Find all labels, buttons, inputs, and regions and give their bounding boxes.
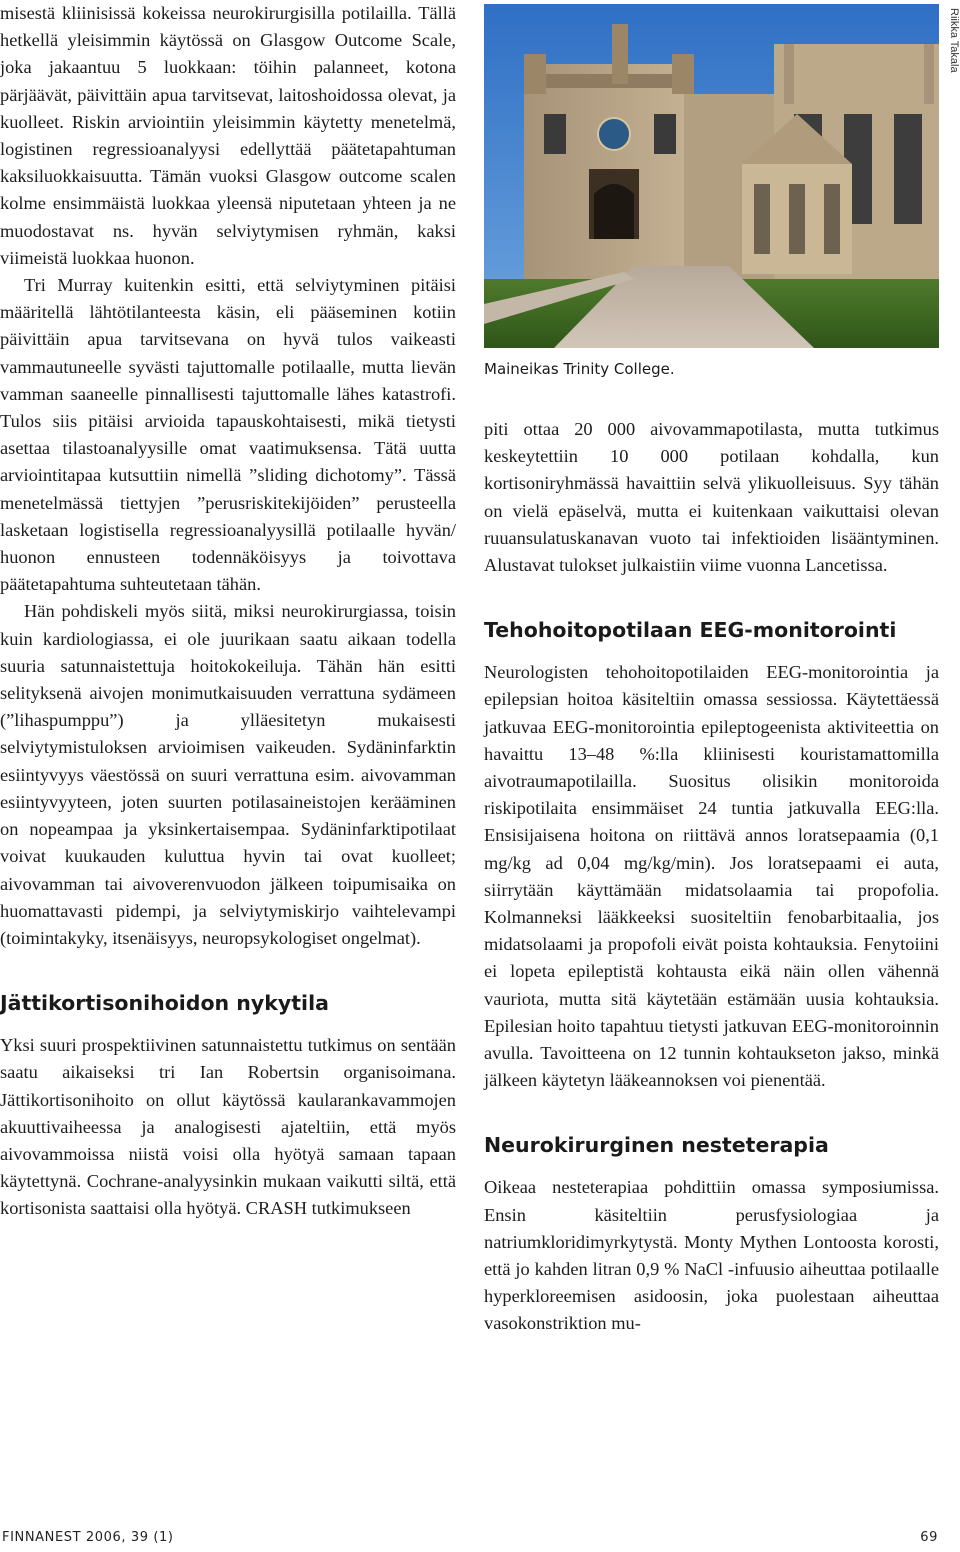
left-column — [0, 0, 456, 1223]
journal-citation: FINNANEST 2006, 39 (1) — [2, 1530, 174, 1545]
body-paragraph: Oikeaa nesteterapiaa pohdittiin omassa symposiumissa. Ensin käsiteltiin perusfysiologiaa ja natriumkloridimyrkytystä. Monty Mythen Lontoosta korosti, että jo kahden litran 0,9 % NaCl -infuusio aiheuttaa potilaalle hyperkloreemisen asidoosin, joka puolestaan aiheuttaa vasokonstriktion mu- — [484, 1177, 939, 1334]
body-paragraph: Hän pohdiskeli myös siitä, miksi neurokirurgiassa, toisin kuin kardiologiassa, ei ole juurikaan saatu aikaan todella suuria satunnaistettuja hoitokokeiluja. Tähän hän esitti selityksenä aivojen monimutkaisuuden verrattuna sydämeen (”lihaspumppu”) ja ylläesitetyn mukaisesti selviytymistuloksen arvioimisen vaikeuden. Sydäninfarktin esiintyvyys väestössä on suuri verrattuna esim. aivovamman esiintyvyyteen, joten suurten potilasaineistojen kerääminen on nopeampaa ja yksinkertaisempaa. Sydäninfarktipotilaat voivat kuukauden kuluttua hyvin tai ovat kuolleet; aivovamman tai aivoverenvuodon jälkeen toipumisaika on huomattavasti pidempi, ja selviytymiskirjo vaihtelevampi (toimintakyky, itsenäisyys, neuropsykologiset ongelmat). — [0, 601, 456, 948]
section-heading: Neurokirurginen nesteterapia — [484, 1133, 829, 1158]
page-number: 69 — [920, 1530, 938, 1545]
body-paragraph: misestä kliinisissä kokeissa neurokirurgisilla potilailla. Tällä hetkellä yleisimmin käytössä on Glasgow Outcome Scale, joka jakaantuu 5 luokkaan: töihin palanneet, kotona pärjäävät, päivittäin apua tarvitsevat, laitoshoidossa olevat, ja kuolleet. Riskin arviointiin yleisimmin käytetty menetelmä, logistinen regressioanalyysi edellyttää päätetapahtuman kaksiluokkaisuutta. Tämän vuoksi Glasgow outcome scalen kolme ensimmäistä luokkaa yleensä niputetaan yhteen ja ne muodostavat ns. hyvän selviytymisen ryhmän, kaksi viimeistä luokkaa huonon. — [0, 3, 456, 268]
section-heading: Tehohoitopotilaan EEG-monitorointi — [484, 618, 897, 643]
body-paragraph: Neurologisten tehohoitopotilaiden EEG-monitorointia ja epilepsian hoitoa käsiteltiin omassa sessiossa. Käytettäessä jatkuvaa EEG-monitorointia epileptogeenista aktiviteettia on havaittu 13–48 %:lla kliinisesti kouristamattomilla aivotraumapotilailla. Suositus olisikin monitoroida riskipotilaita ensimmäiset 24 tuntia jatkuvalla EEG:lla. Ensisijaisena hoitona on riittävä annos loratsepaamia (0,1 mg/kg ad 0,04 mg/kg/min). Jos loratsepaami ei auta, siirrytään käyttämään midatsolaamia tai propofolia. Kolmanneksi lääkkeeksi suositeltiin fenobarbitaalia, jos midatsolaami ja propofoli eivät poista kohtauksia. Fenytoiini ei lopeta epileptistä kohtausta eikä näin ollen vähennä vauriota, mutta sitä käytetään estämään uusia kohtauksia. Epilesian hoito tapahtuu tietysti jatkuvan EEG-monitoroinnin avulla. Tavoitteena on 12 tunnin kohtaukseton jakso, minkä jälkeen käytetyn lääkeannoksen voi pienentää. — [484, 662, 939, 1091]
trinity-college-photo — [484, 4, 939, 348]
photo-caption: Maineikas Trinity College. — [484, 360, 675, 378]
body-paragraph: piti ottaa 20 000 aivovammapotilasta, mutta tutkimus keskeytettiin 10 000 potilaan kohdalla, kun kortisoniryhmässä havaittiin selvä ylikuolleisuus. Syy tähän on vielä epäselvä, mutta ei kuitenkaan vaikuttaisi olevan ruuansulatuskanavan vuoto tai infektioiden lisääntyminen. Alustavat tulokset julkaistiin viime vuonna Lancetissa. — [484, 419, 939, 576]
right-column — [484, 416, 939, 1338]
body-paragraph: Tri Murray kuitenkin esitti, että selviytyminen pitäisi määritellä lähtötilanteesta käsin, eli pääseminen kotiin päivittäin apua tarvitsevana on hyvä tulos vaikeasti vammautuneelle syvästi tajuttomalle potilaalle, mutta lievän vamman saaneelle pinnallisesti tajuttomalle lähes katastrofi. Tulos siis pitäisi arvioida tapauskohtaisesti, mikä tietysti asettaa tilastoanalyysille omat vaatimuksensa. Tätä uutta arviointitapaa kutsuttiin nimellä ”sliding dichotomy”. Tässä menetelmässä tiettyjen ”perusriskitekijöiden” perusteella lasketaan logistisella regressioanalyysillä potilaalle hyvän/ huonon ennusteen todennäköisyys ja toivottava päätetapahtuma suhteutetaan tähän. — [0, 275, 456, 595]
section-heading: Jättikortisonihoidon nykytila — [0, 991, 329, 1016]
body-paragraph: Yksi suuri prospektiivinen satunnaistettu tutkimus on sentään saatu aikaiseksi tri Ian Robertsin organisoimana. Jättikortisonihoito on ollut käytössä kaularankavammojen akuuttivaiheessa ja analogisesti ajateltiin, että myös aivovammoissa niistä voisi olla hyötyä samaan tapaan käytettynä. Cochrane-analyysinkin mukaan vaikutti siltä, että kortisonista saattaisi olla hyötyä. CRASH tutkimukseen — [0, 1035, 456, 1219]
photo-credit: Riikka Takala — [948, 8, 960, 73]
